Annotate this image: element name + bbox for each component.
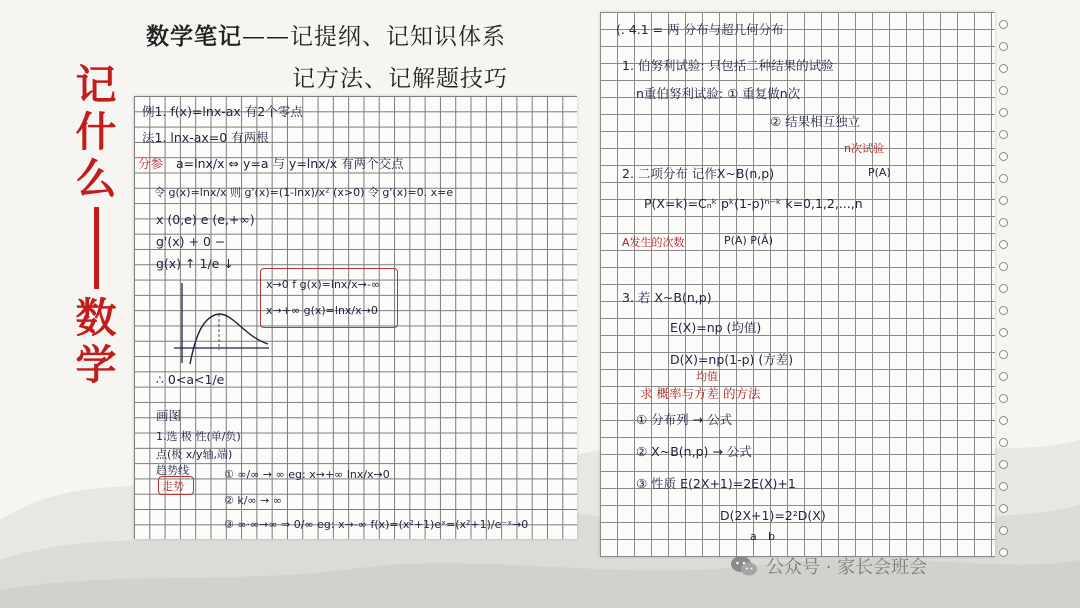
note-table-g: g(x) ↑ 1/e ↓	[156, 256, 234, 271]
note-r-line4: ② 结果相互独立	[770, 114, 861, 129]
binder-holes	[999, 20, 1009, 570]
note-r-line1: (. 4.1 = 两 分布与超几何分布	[616, 22, 784, 37]
page-title-bold: 数学笔记	[146, 23, 242, 50]
side-title-char: 数	[75, 294, 117, 342]
note-rule-2: ② k/∞ → ∞	[224, 494, 282, 507]
side-title-dash	[94, 207, 99, 289]
side-title-char: 记	[75, 61, 117, 109]
side-title-char: 什	[75, 108, 117, 156]
note-example: 例1. f(x)=lnx-ax 有2个零点	[142, 104, 303, 119]
note-summary-a: 1.选 极 性(单/负)	[156, 430, 241, 443]
note-r-binomial: 2. 二项分布 记作X~B(n,p)	[622, 166, 775, 181]
note-summary-c: 趋势线	[156, 464, 189, 477]
note-method: 法1. lnx-ax=0 有两根	[142, 130, 269, 145]
page-subtitle: 记方法、记解题技巧	[292, 66, 508, 92]
note-r-m2: ② X~B(n,p) → 公式	[636, 444, 752, 459]
note-table-x: x (0,e) e (e,+∞)	[156, 212, 255, 227]
note-rule-3: ③ ∞·∞→∞ ⇒ 0/∞ eg: x→-∞ f(x)=(x²+1)eˣ=(x²+1)/e⁻ˣ→0	[224, 518, 529, 531]
note-r-dx: D(X)=np(1-p) (方差)	[670, 352, 794, 367]
function-graph-sketch	[164, 278, 274, 368]
note-conclusion: ∴ 0<a<1/e	[156, 372, 225, 387]
note-r-mean-tag: 均值	[696, 370, 718, 383]
limit-box	[260, 268, 398, 328]
note-equation: a=lnx/x ⇔ y=a 与 y=lnx/x 有两个交点	[176, 156, 404, 171]
note-limit-1: x→0 f g(x)=lnx/x→-∞	[266, 278, 380, 291]
watermark-text: 公众号 · 家长会班会	[766, 557, 928, 578]
note-table-gprime: g'(x) + 0 −	[156, 234, 226, 249]
note-r-b-mark: b	[768, 530, 775, 543]
note-define-g: 令 g(x)=lnx/x 则 g'(x)=(1-lnx)/x² (x>0) 令 g'(x)=0. x=e	[154, 186, 454, 199]
note-r-pa-row: P(A) P(Ā)	[724, 234, 773, 247]
note-r-success: A发生的次数	[622, 236, 685, 249]
note-r-m3: ③ 性质 E(2X+1)=2E(X)+1	[636, 476, 796, 491]
side-title-char: 么	[75, 155, 117, 203]
note-r-m1: ① 分布列 → 公式	[636, 412, 733, 427]
note-r-method-line: 求 概率与方差 的方法	[640, 386, 761, 401]
watermark	[730, 553, 927, 579]
note-r-n-trials: n次试验	[844, 142, 884, 155]
note-r-line3: n重伯努利试验: ① 重复做n次	[636, 86, 801, 101]
note-rule-1: ① ∞/∞ → ∞ eg: x→+∞ lnx/x→0	[224, 468, 390, 481]
side-title-char: 学	[75, 341, 117, 389]
wechat-logo-icon	[730, 555, 758, 577]
note-method-tag: 分参	[138, 156, 164, 171]
note-r-m4: D(2X+1)=2²D(X)	[720, 508, 826, 523]
note-limit-2: x→+∞ g(x)=lnx/x→0	[266, 304, 378, 317]
page-title	[146, 18, 506, 51]
notebook-page-left	[134, 96, 577, 539]
notebook-page-right	[600, 12, 995, 557]
note-r-a-mark: a	[750, 530, 757, 543]
page-title-rest: ——记提纲、记知识体系	[242, 24, 506, 50]
note-r-p-of-a: P(A)	[868, 166, 891, 179]
note-r-pmf: P(X=k)=Cₙᵏ pᵏ(1-p)ⁿ⁻ᵏ k=0,1,2,...,n	[644, 196, 863, 211]
side-title	[70, 62, 122, 389]
note-r-item3: 3. 若 X~B(n,p)	[622, 290, 712, 305]
note-r-ex: E(X)=np (均值)	[670, 320, 762, 335]
note-summary-b: 点(极 x/y轴,端)	[156, 448, 233, 461]
note-summary-tag: 走势	[162, 480, 184, 493]
note-r-line2: 1. 伯努利试验: 只包括二种结果的试验	[622, 58, 834, 73]
note-summary-title: 画图	[156, 408, 182, 423]
